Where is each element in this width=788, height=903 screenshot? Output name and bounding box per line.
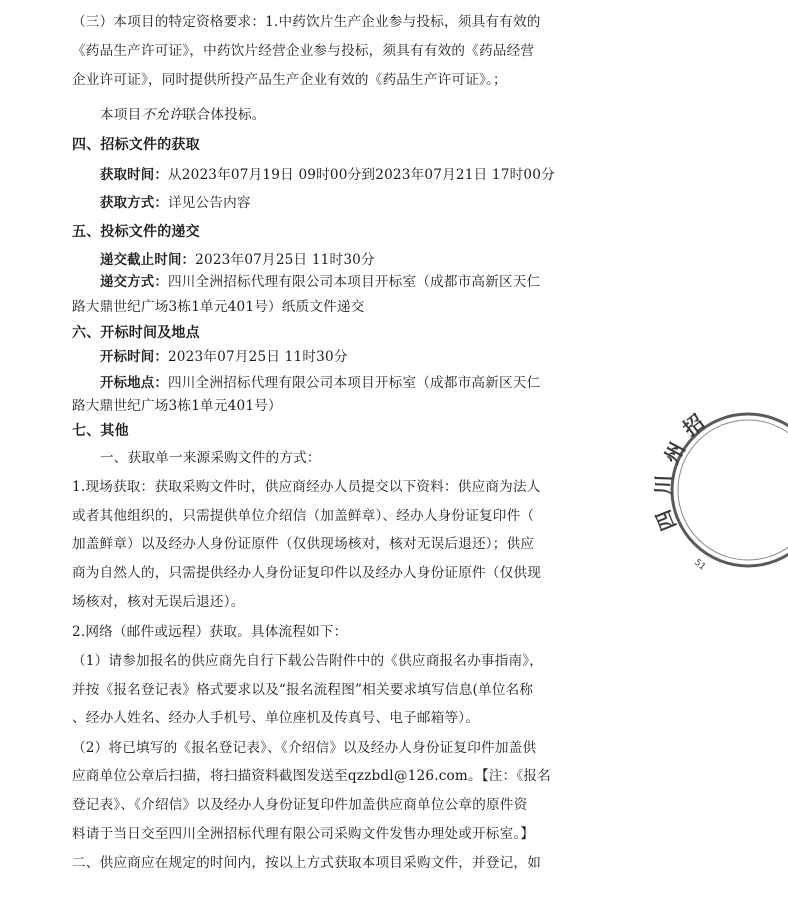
section-6-heading: 六、开标时间及地点	[72, 325, 200, 341]
online-heading: 2.网络（邮件或远程）获取。具体流程如下：	[72, 624, 348, 640]
obtain-method-row	[100, 192, 251, 215]
section-5-heading: 五、投标文件的递交	[72, 224, 200, 240]
svg-text:51: 51	[692, 557, 708, 573]
opening-time-label: 开标时间：	[100, 350, 168, 365]
obtain-time-row	[100, 164, 555, 187]
onsite-line-3: 加盖鲜章）以及经办人身份证原件（仅供现场核对，核对无误后退还）；供应	[72, 536, 535, 552]
online-step2-line-3: 登记表》、《介绍信》以及经办人身份证复印件加盖供应商单位公章的原件资	[72, 797, 528, 813]
online-step2-line-4: 料请于当日交至四川全洲招标代理有限公司采购文件发售办理处或开标室。】	[72, 826, 535, 842]
opening-place-line-2: 路大鼎世纪广场3栋1单元401号）	[72, 398, 282, 414]
submit-method-line-2: 路大鼎世纪广场3栋1单元401号）纸质文件递交	[72, 299, 365, 315]
svg-text:招: 招	[678, 409, 709, 441]
qualification-line-1: （三）本项目的特定资格要求：1.中药饮片生产企业参与投标，须具有有效的	[72, 14, 541, 30]
online-step1-line-2: 并按《报名登记表》格式要求以及“报名流程图”相关要求填写信息(单位名称	[72, 682, 534, 698]
opening-place-row	[100, 372, 540, 395]
obtain-method-value: 详见公告内容	[167, 195, 251, 211]
opening-time-row	[100, 346, 348, 369]
consortium-not-allowed: 不允许	[141, 107, 183, 123]
section-4-heading: 四、招标文件的获取	[72, 137, 200, 153]
qualification-line-3: 企业许可证》，同时提供所投产品生产企业有效的《药品生产许可证》。；	[72, 72, 507, 88]
online-step2-line-2: 应商单位公章后扫描，将扫描资料截图发送至qzzbdl@126.com。【注：《报名	[72, 768, 551, 784]
qualification-line-2: 《药品生产许可证》，中药饮片经营企业参与投标，须具有有效的《药品经营	[72, 43, 535, 59]
deadline-row	[100, 249, 375, 272]
submit-method-value: 四川全洲招标代理有限公司本项目开标室（成都市高新区天仁	[167, 274, 541, 290]
company-seal-stamp	[650, 395, 788, 585]
deadline-value: 2023年07月25日 11时30分	[195, 252, 375, 268]
onsite-line-4: 商为自然人的，只需提供经办人身份证复印件以及经办人身份证原件（仅供现	[72, 565, 541, 581]
submit-method-label: 递交方式：	[100, 275, 168, 290]
opening-place-label: 开标地点：	[100, 376, 168, 391]
opening-place-value: 四川全洲招标代理有限公司本项目开标室（成都市高新区天仁	[167, 375, 541, 391]
online-step1-line-1: （1）请参加报名的供应商先自行下载公告附件中的《供应商报名办事指南》，	[72, 653, 544, 669]
svg-text:四: 四	[650, 506, 681, 535]
onsite-line-5: 场核对，核对无误后退还）。	[72, 594, 245, 610]
onsite-line-2: 或者其他组织的，只需提供单位介绍信（加盖鲜章）、经办人身份证复印件（	[72, 508, 535, 524]
obtain-time-label: 获取时间：	[100, 168, 168, 183]
consortium-suffix: 联合体投标。	[182, 107, 266, 123]
deadline-label: 递交截止时间：	[100, 253, 196, 268]
svg-text:川: 川	[651, 474, 676, 496]
consortium-prefix: 本项目	[100, 107, 142, 123]
svg-text:州: 州	[659, 438, 690, 468]
onsite-line-1: 1.现场获取：获取采购文件时，供应商经办人员提交以下资料：供应商为法人	[72, 479, 541, 495]
section-7-heading: 七、其他	[72, 423, 129, 439]
online-step1-line-3: 、经办人姓名、经办人手机号、单位座机及传真号、电子邮箱等）。	[72, 710, 480, 726]
section-two-line-1: 二、供应商应在规定的时间内，按以上方式获取本项目采购文件，并登记，如	[72, 855, 541, 871]
submit-method-row	[100, 271, 540, 294]
consortium-statement	[100, 104, 266, 126]
obtain-time-value: 从2023年07月19日 09时00分到2023年07月21日 17时00分	[167, 167, 555, 183]
obtain-method-label: 获取方式：	[100, 196, 168, 211]
acquire-method-heading: 一、获取单一来源采购文件的方式：	[100, 450, 321, 466]
opening-time-value: 2023年07月25日 11时30分	[167, 349, 348, 365]
online-step2-line-1: （2）将已填写的《报名登记表》、《介绍信》以及经办人身份证复印件加盖供	[72, 740, 537, 756]
